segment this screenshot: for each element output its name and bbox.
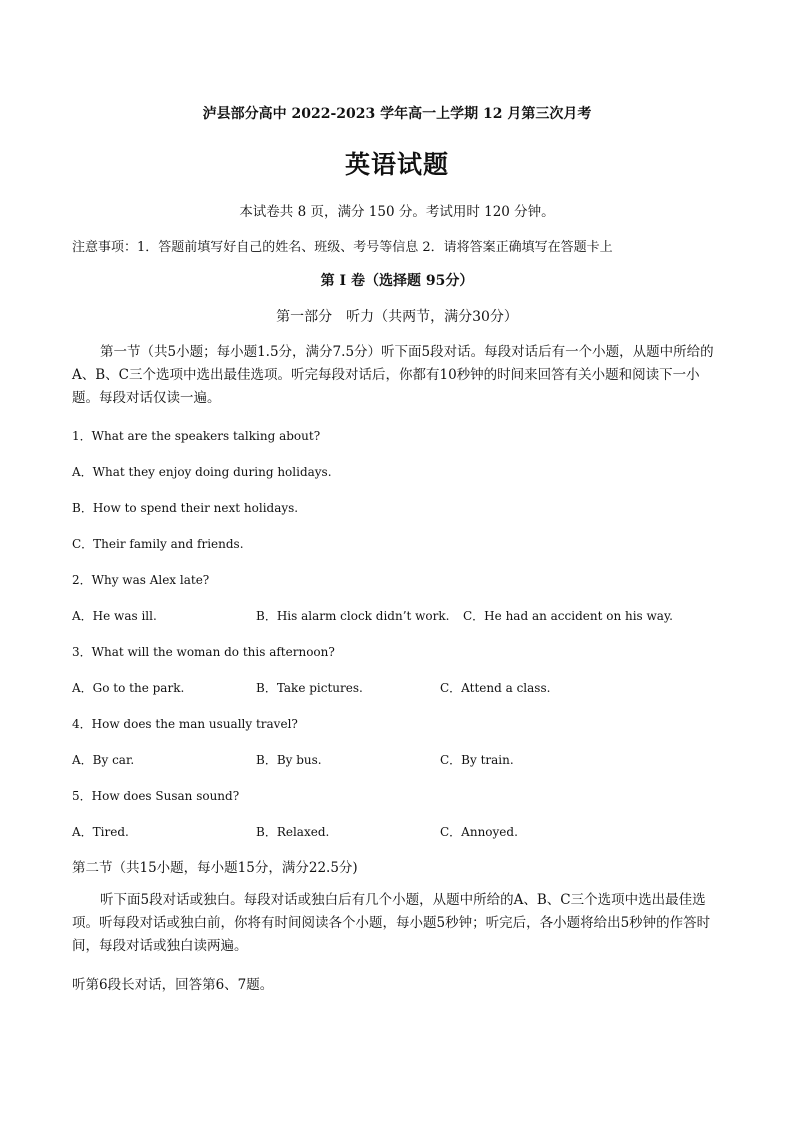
question-2-option-b: B．His alarm clock didn’t work. bbox=[256, 609, 450, 623]
question-4: 4．How does the man usually travel? bbox=[72, 717, 298, 731]
volume-title: 第 I 卷（选择题 95分） bbox=[320, 273, 474, 289]
section2-title: 第二节（共15小题，每小题15分，满分22.5分) bbox=[72, 860, 358, 876]
question-1: 1．What are the speakers talking about? bbox=[72, 429, 321, 443]
question-2: 2．Why was Alex late? bbox=[72, 573, 210, 587]
question-1-option-c: C．Their family and friends. bbox=[72, 537, 244, 551]
question-5-option-a: A．Tired. bbox=[72, 825, 129, 839]
question-2-option-a: A．He was ill. bbox=[72, 609, 157, 623]
subject-title: 英语试题 bbox=[344, 150, 449, 179]
question-4-option-b: B．By bus. bbox=[256, 753, 322, 767]
question-2-option-c: C．He had an accident on his way. bbox=[463, 609, 673, 623]
question-4-option-a: A．By car. bbox=[72, 753, 135, 767]
question-1-option-a: A．What they enjoy doing during holidays. bbox=[72, 465, 332, 479]
question-4-option-c: C．By train. bbox=[440, 753, 514, 767]
question-3-option-c: C．Attend a class. bbox=[440, 681, 551, 695]
question-1-option-b: B．How to spend their next holidays. bbox=[72, 501, 299, 515]
section1-instructions: 第一节（共5小题；每小题1.5分，满分7.5分）听下面5段对话。每段对话后有一个小题，从题中所给的A、B、C三个选项中选出最佳选项。听完每段对话后，你都有10秒钟的时间来回答有关小题和阅读下一小题。每段对话仅读一遍。 bbox=[72, 344, 714, 406]
exam-info: 本试卷共 8 页，满分 150 分。考试用时 120 分钟。 bbox=[239, 204, 555, 220]
question-3-option-a: A．Go to the park. bbox=[72, 681, 185, 695]
section2-instructions: 听下面5段对话或独白。每段对话或独白后有几个小题，从题中所给的A、B、C三个选项中选出最佳选项。听每段对话或独白前，你将有时间阅读各个小题，每小题5秒钟；听完后，各小题将给出5秒钟的作答时间，每段对话或独白读两遍。 bbox=[72, 892, 711, 954]
question-5-option-c: C．Annoyed. bbox=[440, 825, 518, 839]
exam-title: 泸县部分高中 2022-2023 学年高一上学期 12 月第三次月考 bbox=[202, 106, 592, 122]
question-5: 5．How does Susan sound? bbox=[72, 789, 240, 803]
question-3: 3．What will the woman do this afternoon? bbox=[72, 645, 335, 659]
question-5-option-b: B．Relaxed. bbox=[256, 825, 330, 839]
notice-line: 注意事项：1．答题前填写好自己的姓名、班级、考号等信息 2．请将答案正确填写在答题卡上 bbox=[72, 240, 613, 255]
dialogue-6-prompt: 听第6段长对话，回答第6、7题。 bbox=[72, 977, 274, 993]
question-3-option-b: B．Take pictures. bbox=[256, 681, 363, 695]
part1-title: 第一部分 听力（共两节，满分30分） bbox=[276, 309, 518, 325]
